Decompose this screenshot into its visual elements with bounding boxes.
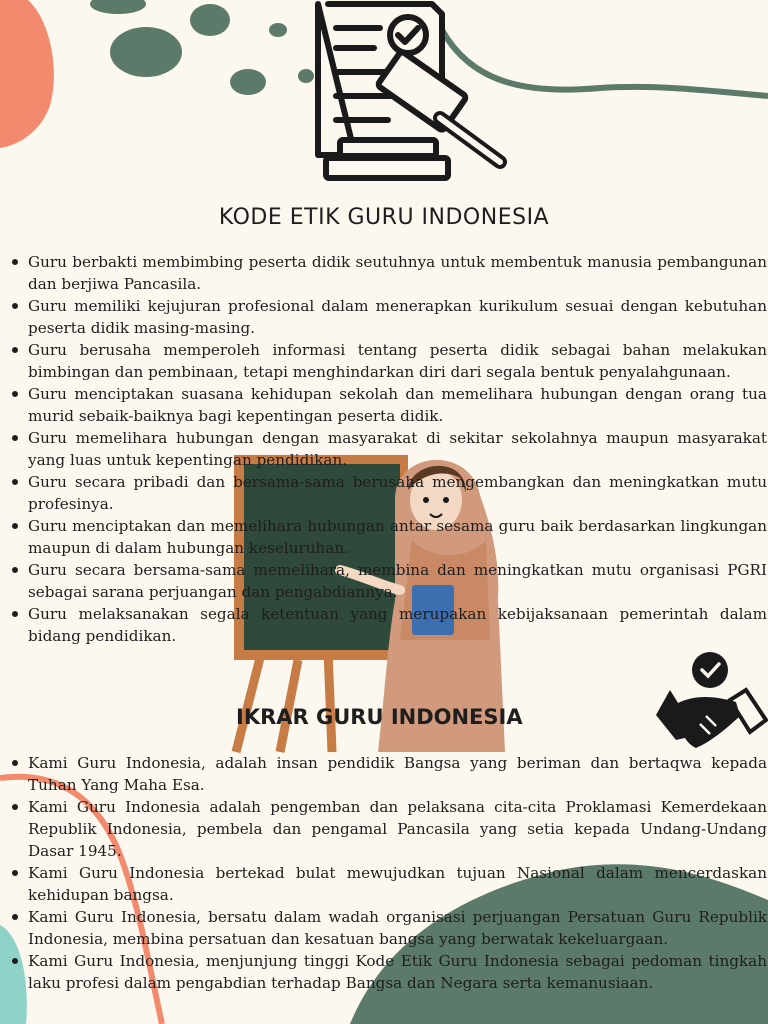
page-title: KODE ETIK GURU INDONESIA — [218, 204, 550, 230]
list-item: Guru memiliki kejujuran profesional dalam menerapkan kurikulum sesuai dengan kebutuhan peserta didik masing-masing. — [10, 295, 767, 339]
list-item: Kami Guru Indonesia bertekad bulat mewujudkan tujuan Nasional dalam mencerdaskan kehidupan bangsa. — [10, 862, 767, 906]
list-item: Guru memelihara hubungan dengan masyarakat di sekitar sekolahnya maupun masyarakat yang luas untuk kepentingan pendidikan. — [10, 427, 767, 471]
list-item: Kami Guru Indonesia, adalah insan pendidik Bangsa yang beriman dan bertaqwa kepada Tuhan Yang Maha Esa. — [10, 752, 767, 796]
list-item: Guru berbakti membimbing peserta didik seutuhnya untuk membentuk manusia pembangunan dan berjiwa Pancasila. — [10, 251, 767, 295]
section-title: IKRAR GURU INDONESIA — [236, 705, 523, 730]
list-item: Guru secara pribadi dan bersama-sama berusaha mengembangkan dan meningkatkan mutu profesinya. — [10, 471, 767, 515]
kode-etik-list — [10, 251, 767, 647]
list-item: Kami Guru Indonesia, menjunjung tinggi Kode Etik Guru Indonesia sebagai pedoman tingkah laku profesi dalam pengabdian terhadap Bangsa dan Negara serta kemanusiaan. — [10, 950, 767, 994]
list-item: Guru menciptakan suasana kehidupan sekolah dan memelihara hubungan dengan orang tua murid sebaik-baiknya bagi kepentingan peserta didik. — [10, 383, 767, 427]
list-item: Guru melaksanakan segala ketentuan yang merupakan kebijaksanaan pemerintah dalam bidang pendidikan. — [10, 603, 767, 647]
list-item: Guru menciptakan dan memelihara hubungan antar sesama guru baik berdasarkan lingkungan maupun di dalam hubungan keseluruhan. — [10, 515, 767, 559]
list-item: Guru secara bersama-sama memelihara, membina dan meningkatkan mutu organisasi PGRI sebagai sarana perjuangan dan pengabdiannya. — [10, 559, 767, 603]
list-item: Guru berusaha memperoleh informasi tentang peserta didik sebagai bahan melakukan bimbingan dan pembinaan, tetapi menghindarkan diri dari segala bentuk penyalahgunaan. — [10, 339, 767, 383]
list-item: Kami Guru Indonesia, bersatu dalam wadah organisasi perjuangan Persatuan Guru Republik Indonesia, membina persatuan dan kesatuan bangsa yang berwatak kekeluargaan. — [10, 906, 767, 950]
list-item: Kami Guru Indonesia adalah pengemban dan pelaksana cita-cita Proklamasi Kemerdekaan Republik Indonesia, pembela dan pengamal Pancasila yang setia kepada Undang-Undang Dasar 1945. — [10, 796, 767, 862]
ikrar-list — [10, 752, 767, 994]
